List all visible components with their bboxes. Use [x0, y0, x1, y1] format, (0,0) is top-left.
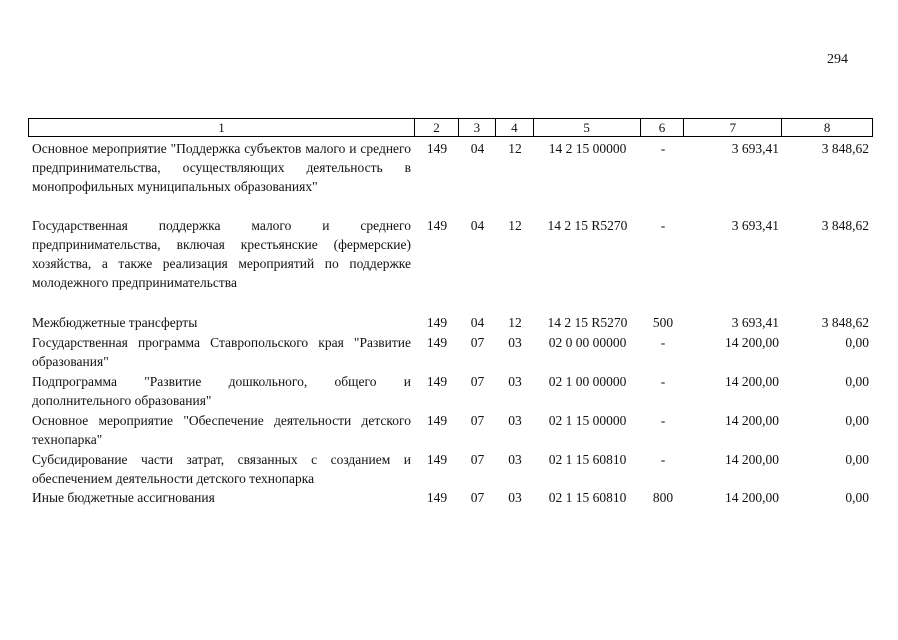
- table-row: [28, 488, 873, 507]
- table-row: [28, 333, 873, 371]
- cell-col-7: 14 200,00: [725, 374, 779, 389]
- cell-col-6: -: [660, 335, 666, 350]
- row-name: Подпрограмма "Развитие дошкольного, общего и дополнительного образования": [32, 374, 411, 408]
- cell-col-2: 149: [426, 141, 448, 156]
- header-col-1: 1: [29, 119, 415, 136]
- table-row: [28, 216, 873, 292]
- cell-col-8: 0,00: [845, 413, 869, 428]
- row-name: Основное мероприятие "Обеспечение деятельности детского технопарка": [32, 413, 411, 447]
- cell-col-3: 04: [470, 141, 485, 156]
- cell-col-3: 07: [470, 335, 485, 350]
- cell-col-2: 149: [426, 315, 448, 330]
- header-col-2: 2: [415, 119, 459, 136]
- cell-col-5: 02 0 00 00000: [548, 335, 627, 350]
- cell-col-7: 14 200,00: [725, 335, 779, 350]
- cell-col-7: 14 200,00: [725, 490, 779, 505]
- cell-col-8: 0,00: [845, 452, 869, 467]
- header-col-5: 5: [534, 119, 641, 136]
- cell-col-8: 0,00: [845, 335, 869, 350]
- table-row: [28, 411, 873, 449]
- row-name: Межбюджетные трансферты: [32, 315, 198, 330]
- page-number: 294: [827, 52, 848, 67]
- cell-col-5: 02 1 15 00000: [548, 413, 627, 428]
- cell-col-4: 03: [508, 452, 522, 467]
- cell-col-5: 02 1 15 60810: [548, 490, 627, 505]
- table-row: [28, 450, 873, 488]
- header-col-7: 7: [684, 119, 782, 136]
- row-name: Государственная поддержка малого и среднего предпринимательства, включая крестьянские (фермерские) хозяйства, а также реализация мероприятий по поддержке молодежного предпринимательства: [32, 218, 411, 290]
- cell-col-3: 04: [470, 218, 485, 233]
- table-row: [28, 372, 873, 410]
- cell-col-3: 07: [470, 490, 485, 505]
- cell-col-4: 03: [508, 374, 522, 389]
- cell-col-4: 12: [508, 315, 522, 330]
- header-col-3: 3: [459, 119, 496, 136]
- cell-col-8: 0,00: [845, 374, 869, 389]
- header-col-6: 6: [641, 119, 685, 136]
- cell-col-2: 149: [426, 335, 448, 350]
- table-row: [28, 313, 873, 332]
- cell-col-8: 3 848,62: [821, 218, 869, 233]
- cell-col-4: 03: [508, 413, 522, 428]
- row-name: Основное мероприятие "Поддержка субъектов малого и среднего предпринимательства, осуществляющих деятельность в монопрофильных муниципальных образованиях": [32, 141, 411, 194]
- cell-col-7: 14 200,00: [725, 452, 779, 467]
- cell-col-6: -: [660, 374, 666, 389]
- cell-col-6: -: [660, 413, 666, 428]
- cell-col-7: 3 693,41: [731, 218, 779, 233]
- cell-col-6: -: [660, 218, 666, 233]
- cell-col-3: 07: [470, 374, 485, 389]
- row-name: Субсидирование части затрат, связанных с созданием и обеспечением деятельности детского технопарка: [32, 452, 411, 486]
- cell-col-6: -: [660, 452, 666, 467]
- cell-col-5: 14 2 15 R5270: [547, 218, 628, 233]
- row-name: Иные бюджетные ассигнования: [32, 490, 215, 505]
- cell-col-7: 3 693,41: [731, 315, 779, 330]
- cell-col-4: 03: [508, 490, 522, 505]
- cell-col-7: 3 693,41: [731, 141, 779, 156]
- cell-col-5: 14 2 15 R5270: [547, 315, 628, 330]
- cell-col-5: 02 1 00 00000: [548, 374, 627, 389]
- header-col-4: 4: [496, 119, 534, 136]
- cell-col-8: 3 848,62: [821, 141, 869, 156]
- cell-col-3: 07: [470, 413, 485, 428]
- cell-col-2: 149: [426, 374, 448, 389]
- table-row: [28, 139, 873, 196]
- cell-col-2: 149: [426, 490, 448, 505]
- cell-col-3: 07: [470, 452, 485, 467]
- cell-col-4: 12: [508, 141, 522, 156]
- table-header: [28, 118, 873, 137]
- row-name: Государственная программа Ставропольского края "Развитие образования": [32, 335, 411, 369]
- cell-col-7: 14 200,00: [725, 413, 779, 428]
- cell-col-4: 03: [508, 335, 522, 350]
- cell-col-5: 02 1 15 60810: [548, 452, 627, 467]
- cell-col-4: 12: [508, 218, 522, 233]
- cell-col-2: 149: [426, 452, 448, 467]
- cell-col-6: 500: [652, 315, 674, 330]
- cell-col-5: 14 2 15 00000: [548, 141, 627, 156]
- cell-col-2: 149: [426, 218, 448, 233]
- cell-col-8: 3 848,62: [821, 315, 869, 330]
- cell-col-3: 04: [470, 315, 485, 330]
- cell-col-6: -: [660, 141, 666, 156]
- cell-col-2: 149: [426, 413, 448, 428]
- cell-col-8: 0,00: [845, 490, 869, 505]
- cell-col-6: 800: [652, 490, 674, 505]
- header-col-8: 8: [823, 120, 831, 135]
